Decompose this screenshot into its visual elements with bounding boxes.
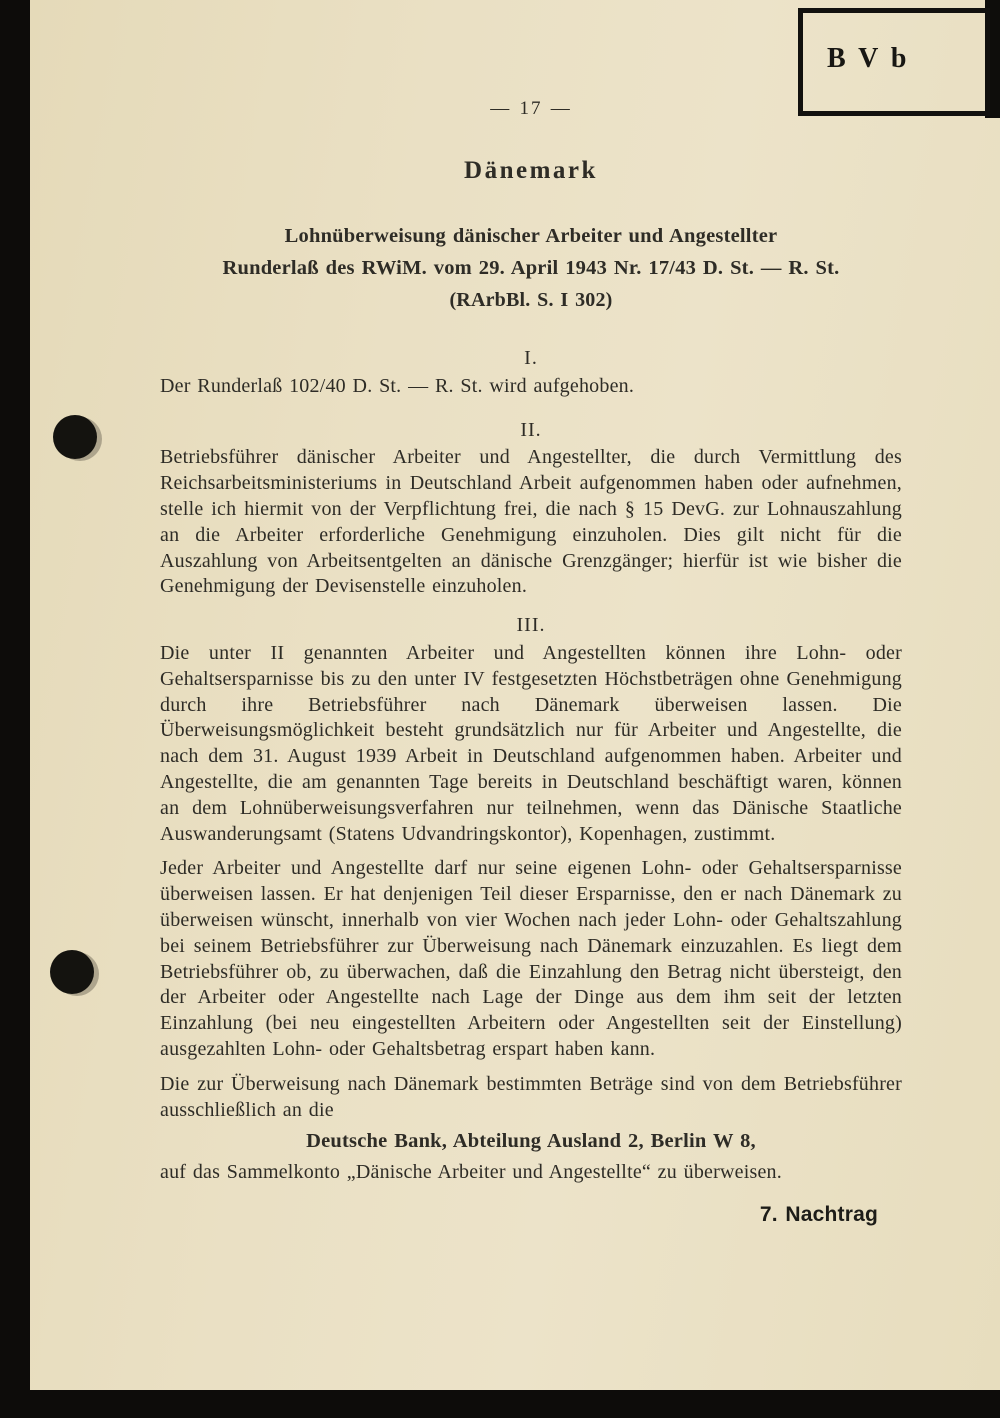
document-body (160, 96, 902, 1228)
scanned-page (30, 0, 1000, 1390)
supplement-label: 7. Nachtrag (759, 1202, 878, 1226)
section-iii-paragraph-1: Die unter II genannten Arbeiter und Angestellten können ihre Lohn- oder Gehaltsersparnisse bis zu den unter IV festgesetzten Höchstbeträgen ohne Genehmigung durch ihre Betriebsführer nach Dänemark überweisen lassen. Die Überweisungsmöglichkeit besteht grundsätzlich nur für Arbeiter und Angestellte, die nach dem 31. August 1939 Arbeit in Deutschland aufgenommen haben. Arbeiter und Angestellte, die am genannten Tage bereits in Deutschland beschäftigt waren, können an dem Lohnüberweisungsverfahren nur teilnehmen, wenn das Dänische Staatliche Auswanderungsamt (Statens Udvandringskontor), Kopenhagen, zustimmt. (160, 641, 902, 845)
closing-line: auf das Sammelkonto „Dänische Arbeiter und Angestellte“ zu überweisen. (160, 1161, 782, 1184)
section-i-paragraph: Der Runderlaß 102/40 D. St. — R. St. wird aufgehoben. (160, 374, 635, 397)
section-ii-paragraph: Betriebsführer dänischer Arbeiter und Angestellter, die durch Vermittlung des Reichsarbeitsministeriums in Deutschland Arbeit aufgenommen haben oder aufnehmen, stelle ich hiermit von der Verpflichtung frei, die nach § 15 DevG. zur Lohnauszahlung an die Arbeiter erforderliche Genehmigung einzuholen. Dies gilt nicht für die Auszahlung von Arbeitsentgelten an dänische Grenzgänger; hierfür ist wie bisher die Genehmigung der Devisenstelle einzuholen. (160, 446, 902, 598)
page-number: — 17 — (490, 98, 572, 119)
section-heading-iii: III. (516, 614, 546, 637)
corner-classification-label: B V b (827, 43, 910, 74)
bank-address-line: Deutsche Bank, Abteilung Ausland 2, Berlin W 8, (306, 1130, 756, 1153)
section-heading-i: I. (524, 346, 538, 369)
punch-hole-top (53, 415, 97, 459)
document-title: Dänemark (464, 156, 598, 184)
subtitle-line-2: Runderlaß des RWiM. vom 29. April 1943 Nr. 17/43 D. St. — R. St. (222, 257, 840, 280)
subtitle-line-3: (RArbBl. S. I 302) (449, 289, 613, 312)
punch-hole-bottom (50, 950, 94, 994)
section-iii-paragraph-3: Die zur Überweisung nach Dänemark bestimmten Beträge sind von dem Betriebsführer ausschließlich an die (160, 1072, 902, 1121)
section-heading-ii: II. (520, 418, 542, 441)
subtitle-line-1: Lohnüberweisung dänischer Arbeiter und Angestellter (284, 224, 778, 247)
section-iii-paragraph-2: Jeder Arbeiter und Angestellte darf nur seine eigenen Lohn- oder Gehaltsersparnisse überweisen lassen. Er hat denjenigen Teil dieser Ersparnisse, den er nach Dänemark zu überweisen wünscht, innerhalb von vier Wochen nach jeder Lohn- oder Gehaltszahlung bei seinem Betriebsführer zur Überweisung nach Dänemark einzuzahlen. Es liegt dem Betriebsführer ob, zu überwachen, daß die Einzahlung den Betrag nicht übersteigt, den der Arbeiter oder Angestellte nach Lage der Dinge aus dem ihm seit der letzten Einzahlung (bei neu eingestellten Arbeitern oder Angestellten seit der Einstellung) ausgezahlten Lohn- oder Gehaltsbetrag erspart haben kann. (160, 857, 902, 1060)
